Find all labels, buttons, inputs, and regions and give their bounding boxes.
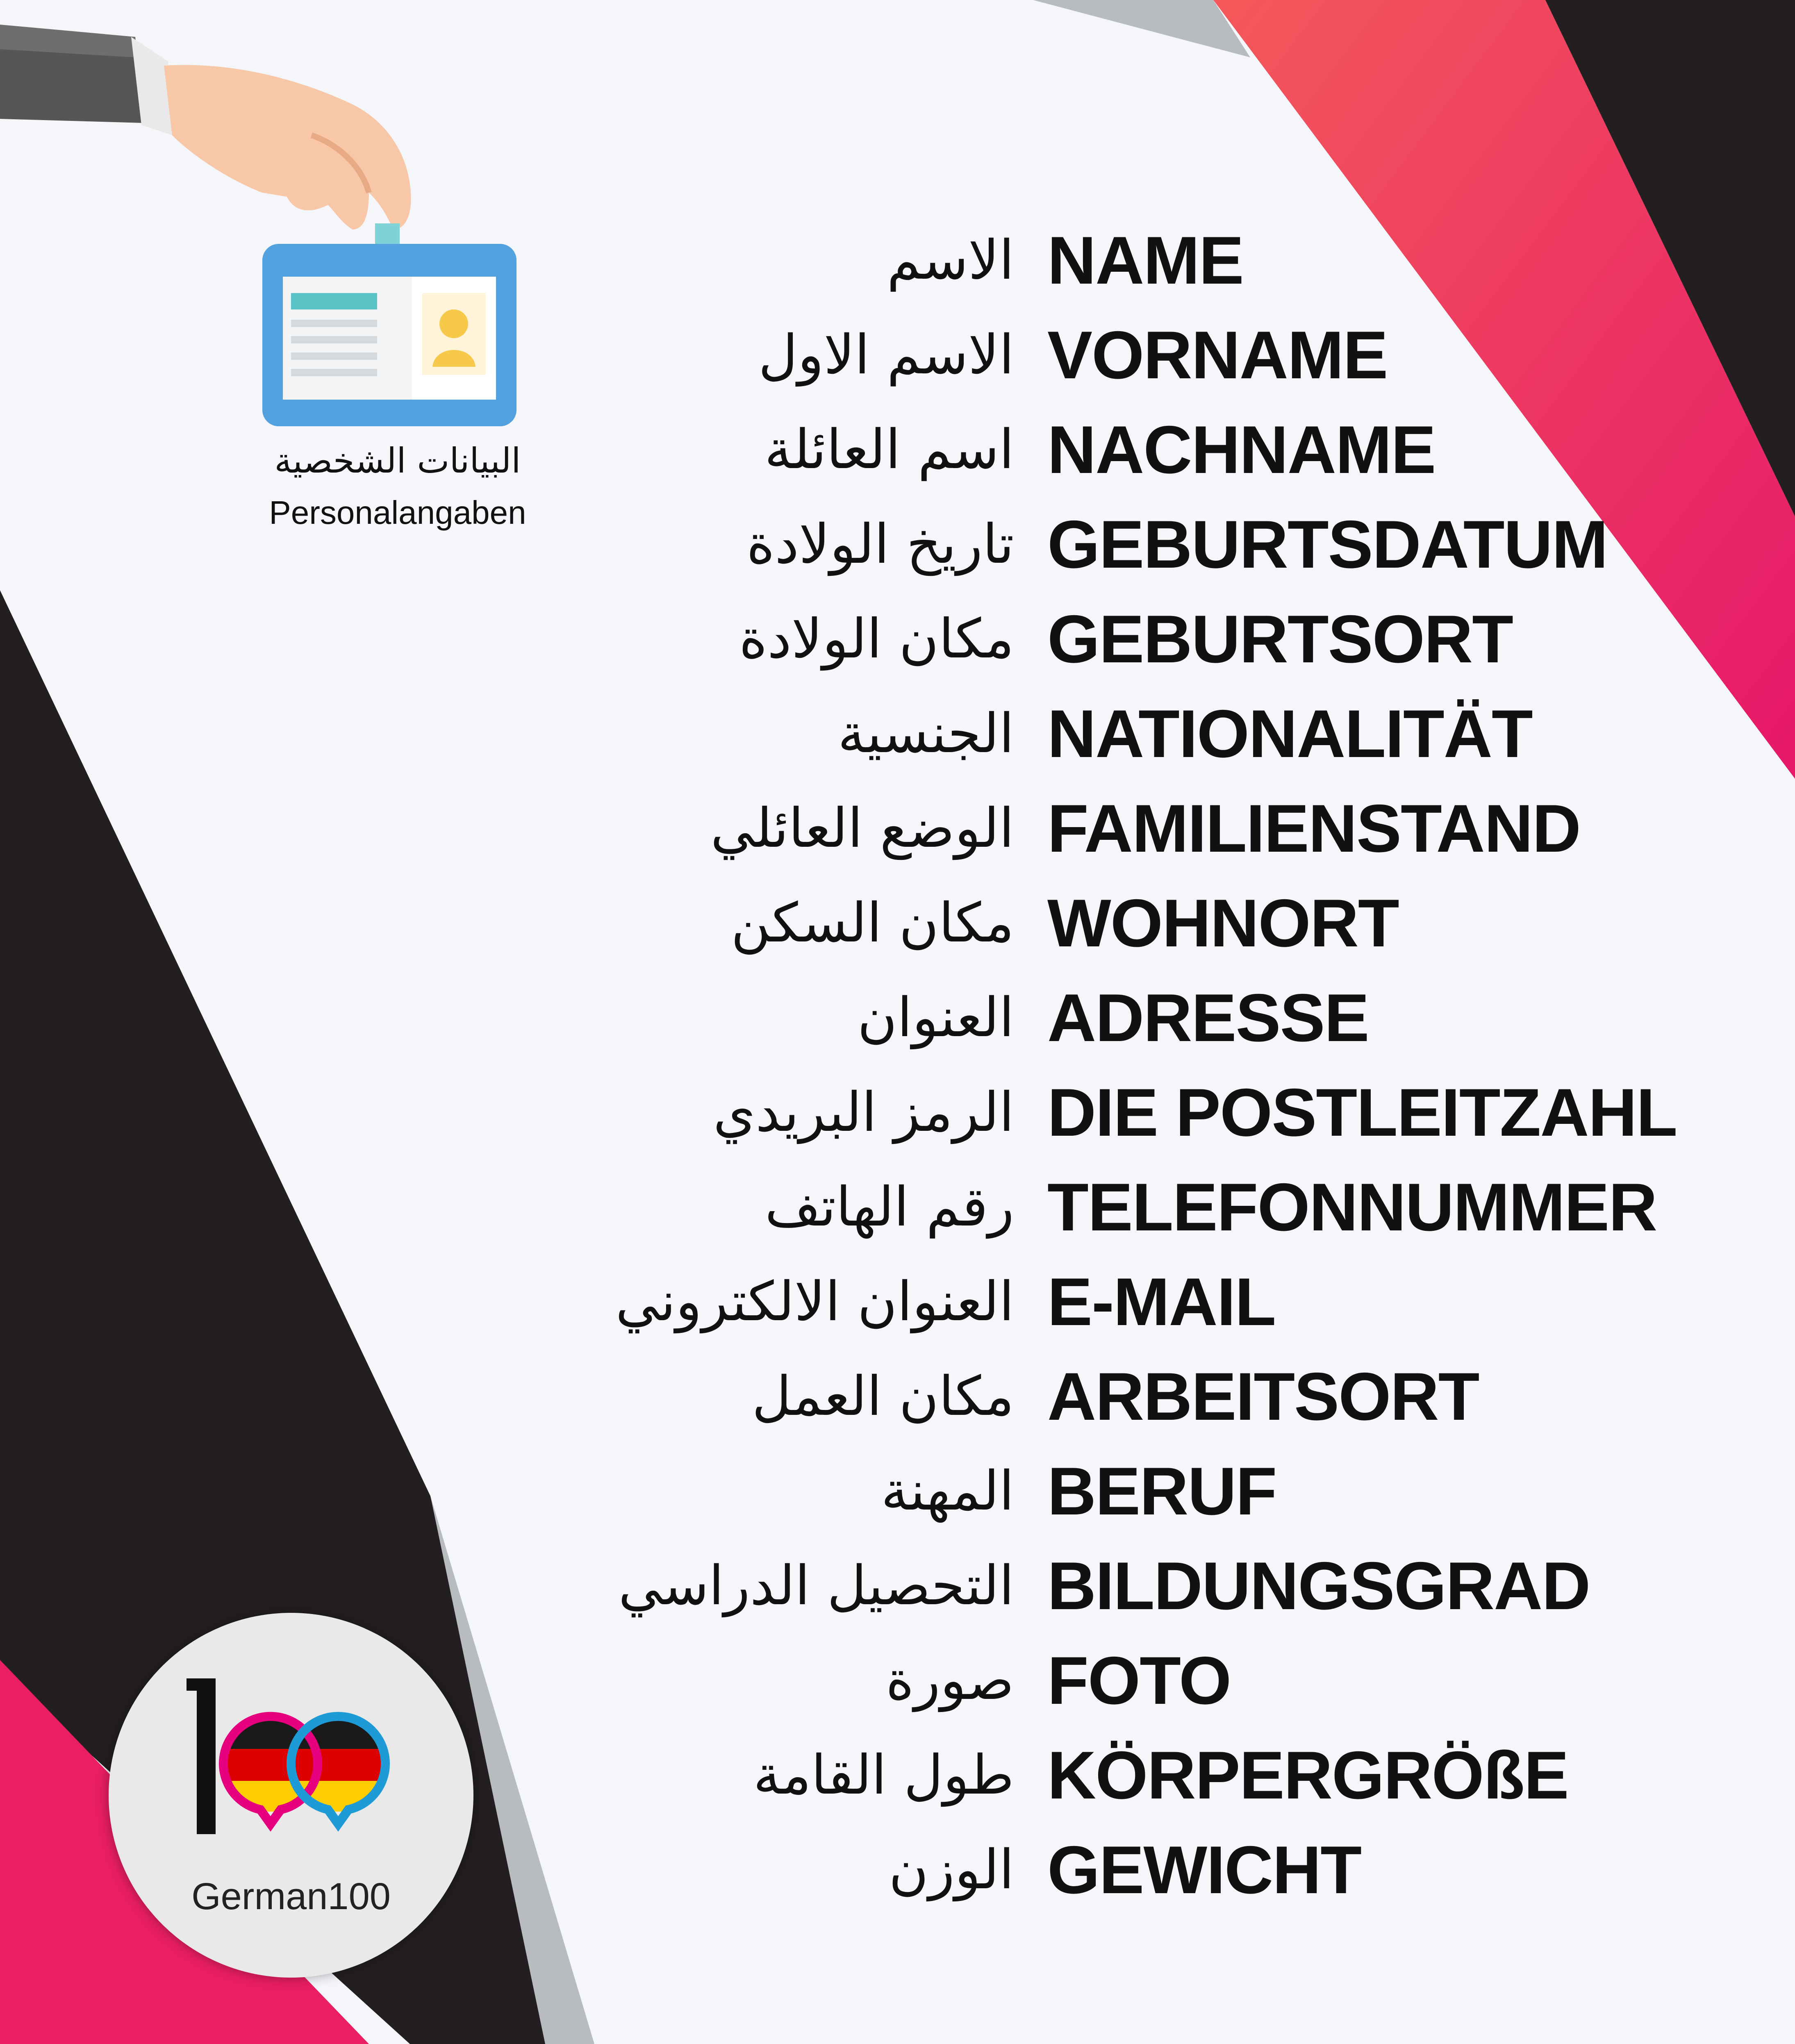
- german-term: NATIONALITÄT: [1047, 696, 1532, 771]
- german-term: NACHNAME: [1047, 412, 1436, 487]
- vocab-row: [0, 687, 1795, 781]
- german-term: GEBURTSDATUM: [1047, 507, 1608, 582]
- german-term: BILDUNGSGRAD: [1047, 1548, 1590, 1623]
- german-term: GEBURTSORT: [1047, 601, 1513, 677]
- german-term: TELEFONNUMMER: [1047, 1169, 1657, 1245]
- vocab-row: [0, 876, 1795, 970]
- arabic-term: الجنسية: [837, 702, 1014, 765]
- german-term: ADRESSE: [1047, 980, 1369, 1055]
- arabic-term: الاسم: [887, 229, 1014, 292]
- arabic-term: التحصيل الدراسي: [618, 1554, 1014, 1617]
- german-term: FAMILIENSTAND: [1047, 791, 1581, 866]
- vocab-row: [0, 1065, 1795, 1160]
- arabic-term: العنوان: [857, 986, 1014, 1049]
- arabic-term: صورة: [885, 1649, 1014, 1712]
- german-term: VORNAME: [1047, 317, 1388, 393]
- vocab-row: [0, 213, 1795, 307]
- vocab-row: [0, 1349, 1795, 1444]
- logo-text: German100: [191, 1876, 391, 1917]
- german-term: FOTO: [1047, 1643, 1231, 1718]
- arabic-term: طول القامة: [753, 1744, 1014, 1807]
- vocab-row: [0, 308, 1795, 402]
- vocab-row: [0, 497, 1795, 591]
- vocab-row: [0, 1255, 1795, 1349]
- german-term: GEWICHT: [1047, 1832, 1361, 1908]
- german-term: DIE POSTLEITZAHL: [1047, 1075, 1677, 1150]
- german100-logo-icon: [109, 1613, 473, 1978]
- german-term: WOHNORT: [1047, 885, 1399, 961]
- arabic-term: العنوان الالكتروني: [615, 1270, 1014, 1333]
- german-term: BERUF: [1047, 1453, 1276, 1529]
- vocab-row: [0, 402, 1795, 497]
- arabic-term: الوضع العائلي: [710, 797, 1014, 860]
- german-term: NAME: [1047, 223, 1243, 298]
- vocab-row: [0, 971, 1795, 1065]
- arabic-term: مكان السكن: [731, 891, 1014, 955]
- vocab-row: [0, 592, 1795, 686]
- german-term: E-MAIL: [1047, 1264, 1276, 1339]
- vocab-row: [0, 1444, 1795, 1538]
- arabic-term: رقم الهاتف: [765, 1175, 1014, 1239]
- arabic-term: اسم العائلة: [764, 418, 1014, 481]
- arabic-term: الاسم الاول: [758, 323, 1014, 387]
- vocab-row: [0, 781, 1795, 875]
- arabic-term: المهنة: [881, 1460, 1014, 1523]
- arabic-term: مكان الولادة: [739, 607, 1014, 671]
- german-term: KÖRPERGRÖßE: [1047, 1737, 1568, 1813]
- arabic-term: مكان العمل: [752, 1365, 1014, 1428]
- arabic-term: الوزن: [889, 1838, 1014, 1901]
- german-term: ARBEITSORT: [1047, 1359, 1479, 1434]
- section-title-arabic: البيانات الشخصية: [274, 441, 521, 481]
- german100-logo: [109, 1613, 473, 1978]
- section-title-german: Personalangaben: [269, 494, 526, 531]
- arabic-term: تاريخ الولادة: [746, 513, 1014, 576]
- vocab-row: [0, 1160, 1795, 1254]
- arabic-term: الرمز البريدي: [713, 1081, 1014, 1144]
